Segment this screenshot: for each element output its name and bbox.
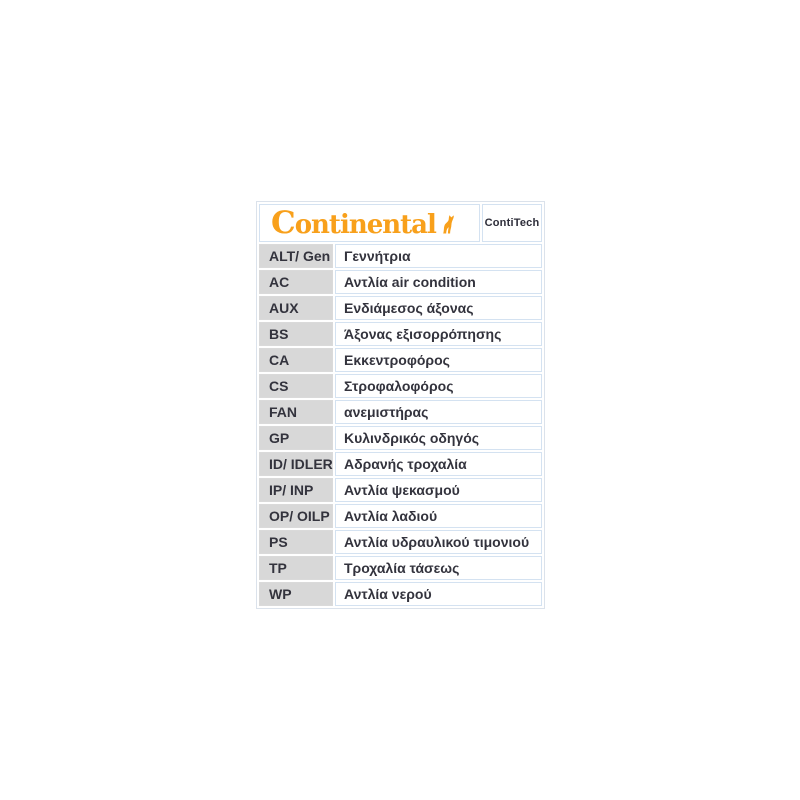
description-cell: Στροφαλοφόρος <box>335 374 542 398</box>
table-row <box>259 452 542 476</box>
code-cell: AUX <box>259 296 333 320</box>
table-row <box>259 478 542 502</box>
continental-wordmark: Continental <box>271 204 436 241</box>
contitech-label: ContiTech <box>482 204 542 242</box>
table-row <box>259 296 542 320</box>
code-cell: ALT/ Gen <box>259 244 333 268</box>
description-cell: Γεννήτρια <box>335 244 542 268</box>
code-cell: WP <box>259 582 333 606</box>
description-cell: Άξονας εξισορρόπησης <box>335 322 542 346</box>
code-cell: IP/ INP <box>259 478 333 502</box>
description-cell: Αντλία υδραυλικού τιμονιού <box>335 530 542 554</box>
code-cell: AC <box>259 270 333 294</box>
description-cell: ανεμιστήρας <box>335 400 542 424</box>
table-row <box>259 374 542 398</box>
description-cell: Αντλία air condition <box>335 270 542 294</box>
code-cell: OP/ OILP <box>259 504 333 528</box>
abbreviation-legend <box>256 201 545 609</box>
description-cell: Αδρανής τροχαλία <box>335 452 542 476</box>
code-cell: BS <box>259 322 333 346</box>
table-row <box>259 270 542 294</box>
code-cell: ID/ IDLER <box>259 452 333 476</box>
code-cell: CS <box>259 374 333 398</box>
code-cell: CA <box>259 348 333 372</box>
table-row <box>259 530 542 554</box>
rearing-horse-icon <box>439 212 455 234</box>
description-cell: Ενδιάμεσος άξονας <box>335 296 542 320</box>
table-row <box>259 322 542 346</box>
description-cell: Εκκεντροφόρος <box>335 348 542 372</box>
code-cell: GP <box>259 426 333 450</box>
table-row <box>259 400 542 424</box>
table-row <box>259 556 542 580</box>
continental-logo-cell <box>259 204 480 242</box>
table-row <box>259 244 542 268</box>
abbreviation-rows <box>259 244 542 606</box>
code-cell: TP <box>259 556 333 580</box>
description-cell: Αντλία λαδιού <box>335 504 542 528</box>
table-row <box>259 348 542 372</box>
table-row <box>259 426 542 450</box>
table-row <box>259 582 542 606</box>
description-cell: Αντλία νερού <box>335 582 542 606</box>
description-cell: Τροχαλία τάσεως <box>335 556 542 580</box>
code-cell: FAN <box>259 400 333 424</box>
description-cell: Αντλία ψεκασμού <box>335 478 542 502</box>
code-cell: PS <box>259 530 333 554</box>
brand-header-row <box>259 204 542 242</box>
table-row <box>259 504 542 528</box>
description-cell: Κυλινδρικός οδηγός <box>335 426 542 450</box>
abbreviation-table <box>256 201 545 609</box>
